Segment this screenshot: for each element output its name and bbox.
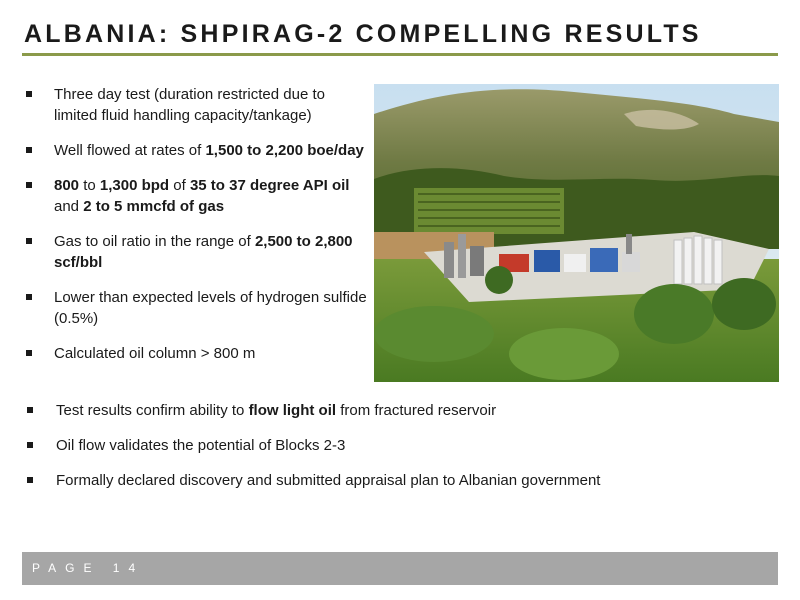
bullet-emphasis: 1,500 to 2,200 boe/day xyxy=(205,142,364,159)
tree xyxy=(712,278,776,330)
footer-bar xyxy=(22,552,778,585)
bullet-item xyxy=(22,175,372,217)
title-underline xyxy=(22,53,778,56)
bullet-emphasis: 800 xyxy=(54,177,80,194)
bullet-item xyxy=(22,400,762,421)
bullet-emphasis: 35 to 37 degree API oil xyxy=(189,177,350,194)
bullet-text: Lower than expected levels of hydrogen sulfide (0.5%) xyxy=(54,289,367,327)
tree xyxy=(509,328,619,380)
bullet-emphasis: flow light oil xyxy=(248,402,337,419)
bullet-emphasis: 2 to 5 mmcfd of gas xyxy=(83,198,225,215)
bullet-text: Formally declared discovery and submitted appraisal plan to Albanian government xyxy=(56,472,601,489)
bullet-text: Calculated oil column > 800 m xyxy=(54,345,256,362)
tree xyxy=(485,266,513,294)
tree xyxy=(374,306,494,362)
bullet-item xyxy=(22,140,372,161)
bullet-text: from fractured reservoir xyxy=(336,402,497,419)
bullet-text: Gas to oil ratio in the range of xyxy=(54,233,255,250)
bullet-item xyxy=(22,343,372,364)
bullet-list xyxy=(22,84,372,364)
bullet-item xyxy=(22,470,762,491)
bullet-text: Test results confirm ability to xyxy=(56,402,249,419)
bullet-text: of xyxy=(169,177,190,194)
bullet-text: and xyxy=(54,198,84,215)
tree xyxy=(634,284,714,344)
summary-bullet-list xyxy=(22,400,762,505)
bullet-emphasis: 2,500 to 2,800 scf/bbl xyxy=(54,233,353,271)
bullet-item xyxy=(22,435,762,456)
page-number: PAGE 14 xyxy=(32,561,145,575)
bullet-emphasis: 1,300 bpd xyxy=(99,177,170,194)
bullet-text: Oil flow validates the potential of Blocks 2-3 xyxy=(56,437,346,454)
bullet-text: Three day test (duration restricted due to limited fluid handling capacity/tankage) xyxy=(54,86,325,124)
slide-title: ALBANIA: SHPIRAG-2 COMPELLING RESULTS xyxy=(24,20,702,48)
well-site-illustration xyxy=(374,84,779,382)
bullet-item xyxy=(22,84,372,126)
bullet-text: to xyxy=(79,177,100,194)
well-site-photo xyxy=(374,84,779,382)
bullet-item xyxy=(22,287,372,329)
bullet-item xyxy=(22,231,372,273)
bullet-text: Well flowed at rates of xyxy=(54,142,206,159)
storage-tanks xyxy=(674,236,722,284)
